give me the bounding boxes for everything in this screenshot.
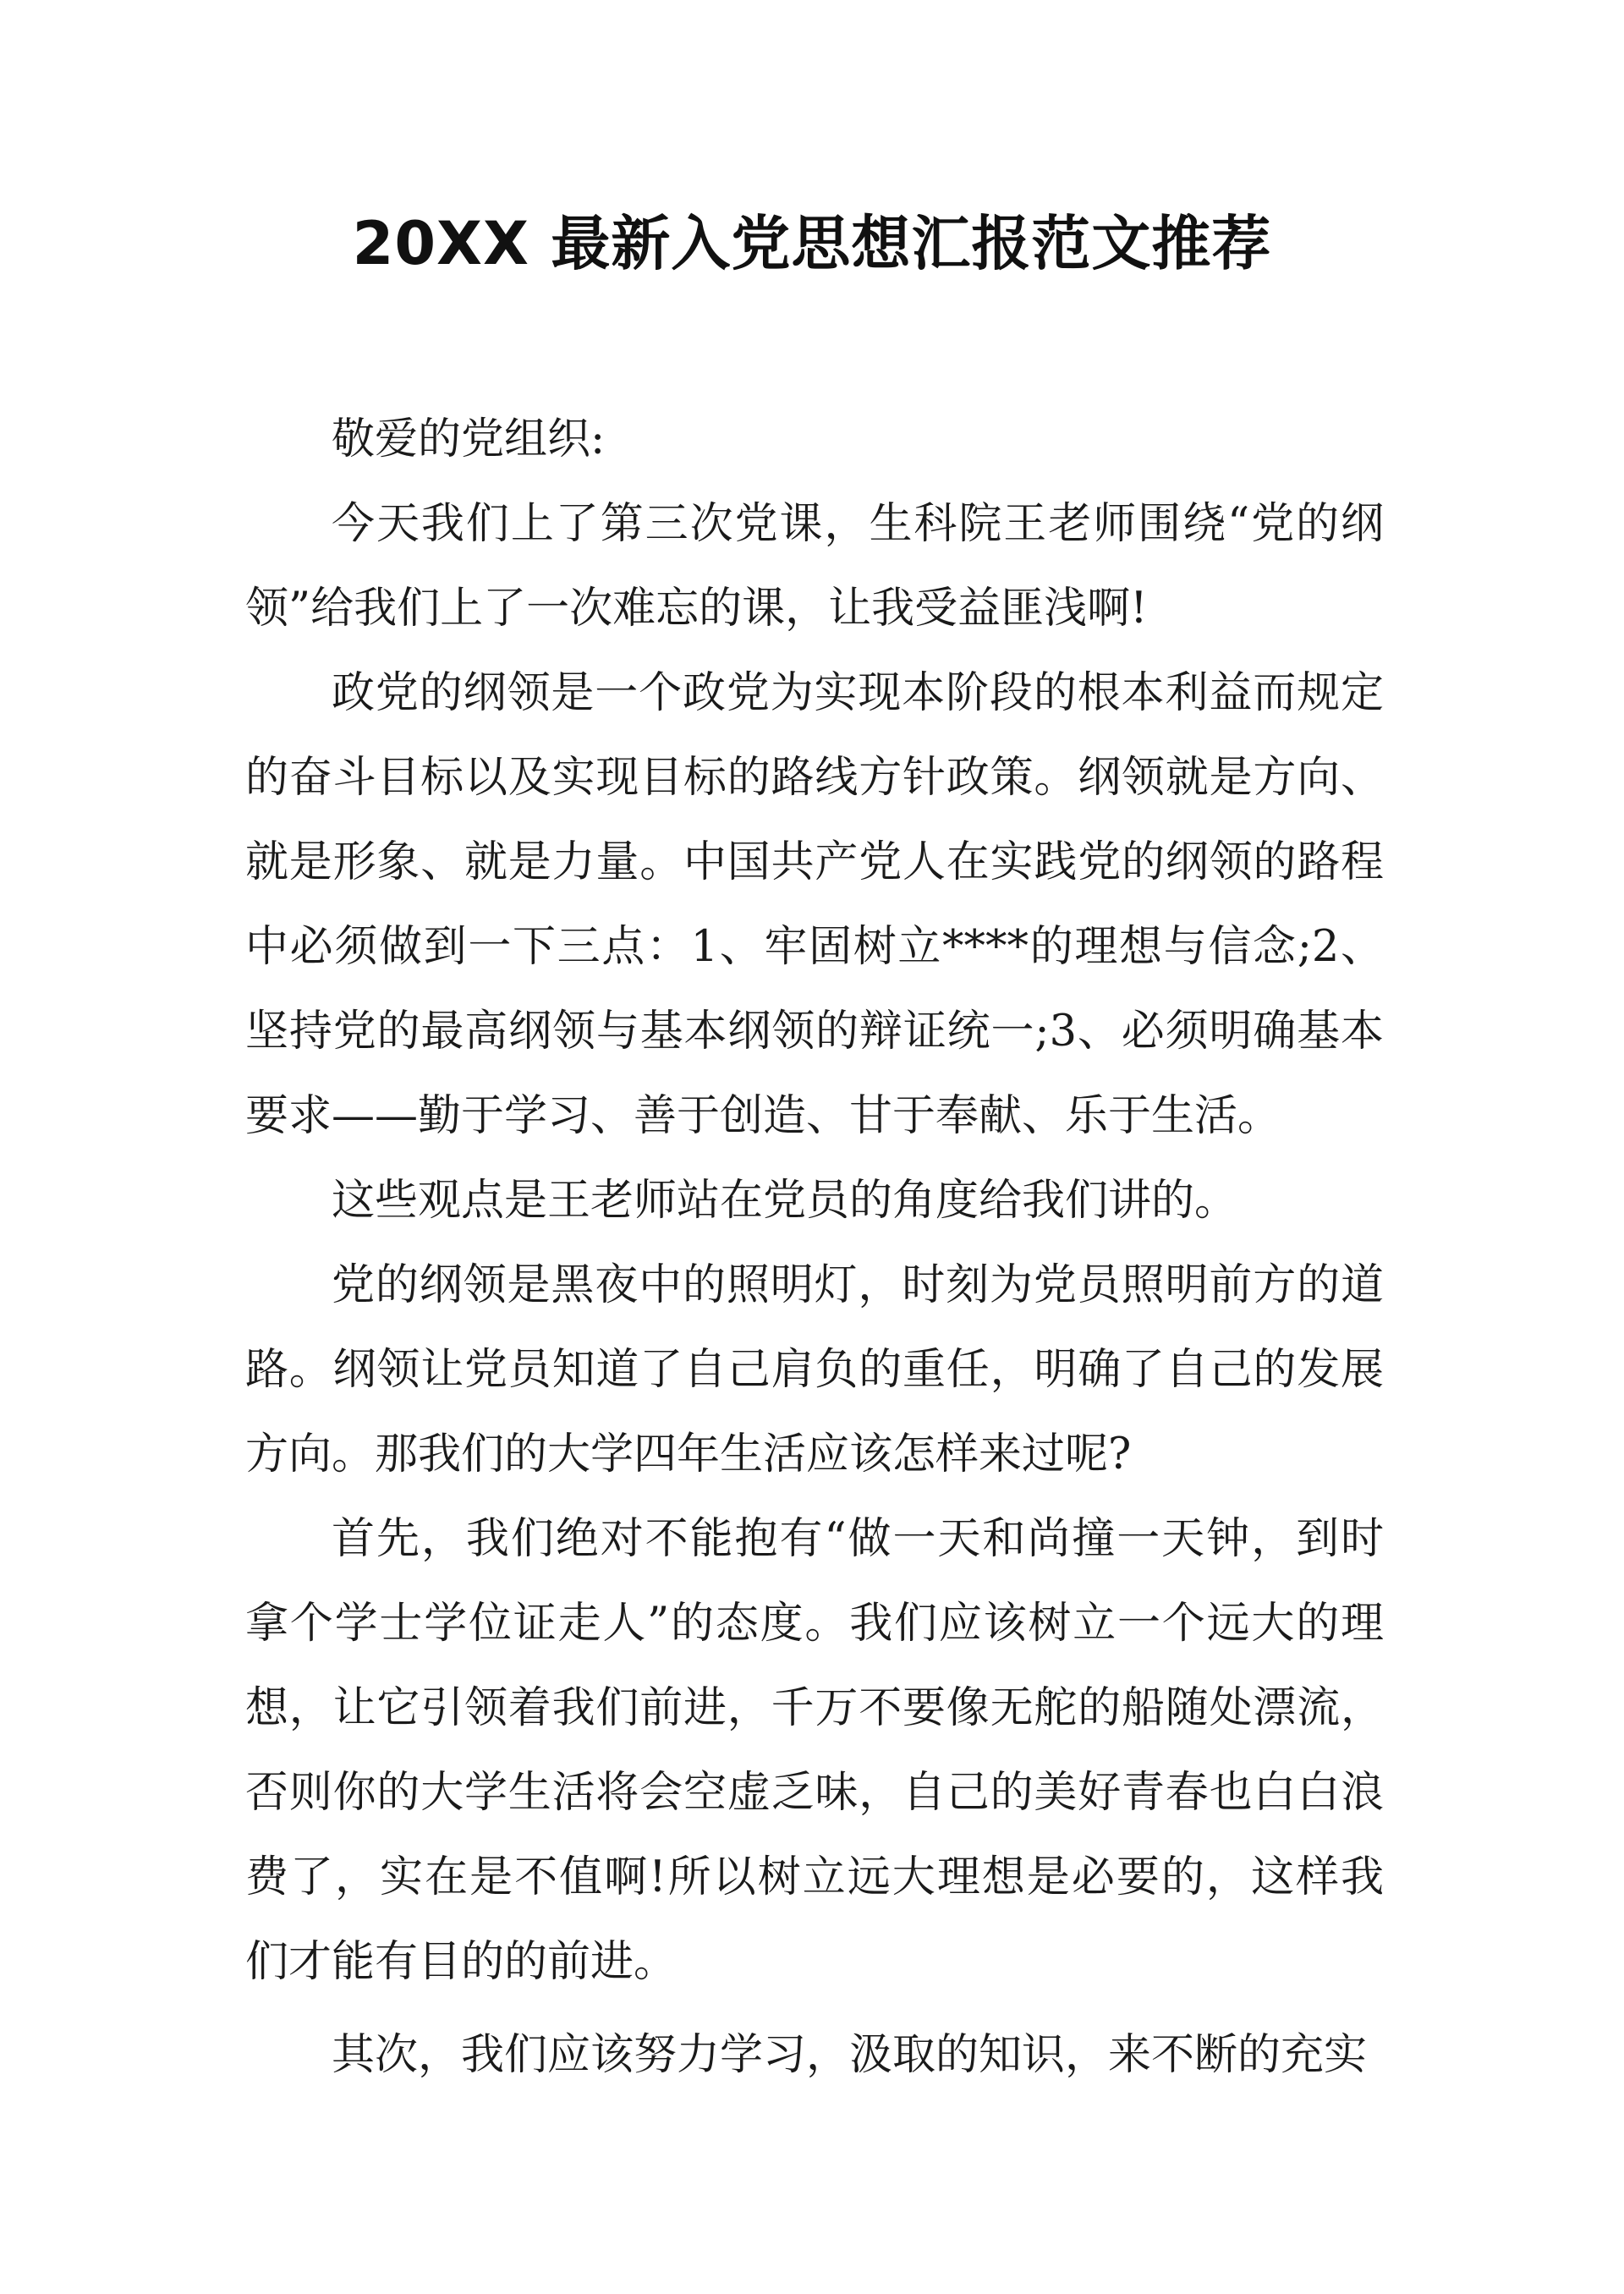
paragraph: 党的纲领是黑夜中的照明灯，时刻为党员照明前方的道路。纲领让党员知道了自己肩负的重任，明确了自己的发展方向。那我们的大学四年生活应该怎样来过呢? — [245, 1260, 1384, 1479]
paragraph: 首先，我们绝对不能抱有“做一天和尚撞一天钟，到时拿个学士学位证走人”的态度。我们应该树立一个远大的理想，让它引领着我们前进，千万不要像无舵的船随处漂流，否则你的大学生活将会空虚乏味，自己的美好青春也白白浪费了，实在是不值啊!所以树立远大理想是必要的，这样我们才能有目的的前进。 — [245, 1514, 1384, 1987]
paragraph: 这些观点是王老师站在党员的角度给我们讲的。 — [332, 1176, 1238, 1226]
paragraph-salutation: 敬爱的党组织: — [332, 414, 606, 464]
paragraph: 今天我们上了第三次党课，生科院王老师围绕“党的纲领”给我们上了一次难忘的课，让我受益匪浅啊! — [245, 499, 1384, 634]
document-body — [245, 398, 1384, 2098]
paragraph: 政党的纲领是一个政党为实现本阶段的根本利益而规定的奋斗目标以及实现目标的路线方针政策。纲领就是方向、就是形象、就是力量。中国共产党人在实践党的纲领的路程中必须做到一下三点：1、牢固树立****的理想与信念;2、坚持党的最高纲领与基本纲领的辩证统一;3、必须明确基本要求——勤于学习、善于创造、甘于奉献、乐于生活。 — [245, 668, 1384, 1141]
paragraph: 其次，我们应该努力学习，汲取的知识，来不断的充实 — [332, 2030, 1368, 2080]
document-title: 20XX 最新入党思想汇报范文推荐 — [352, 209, 1272, 278]
